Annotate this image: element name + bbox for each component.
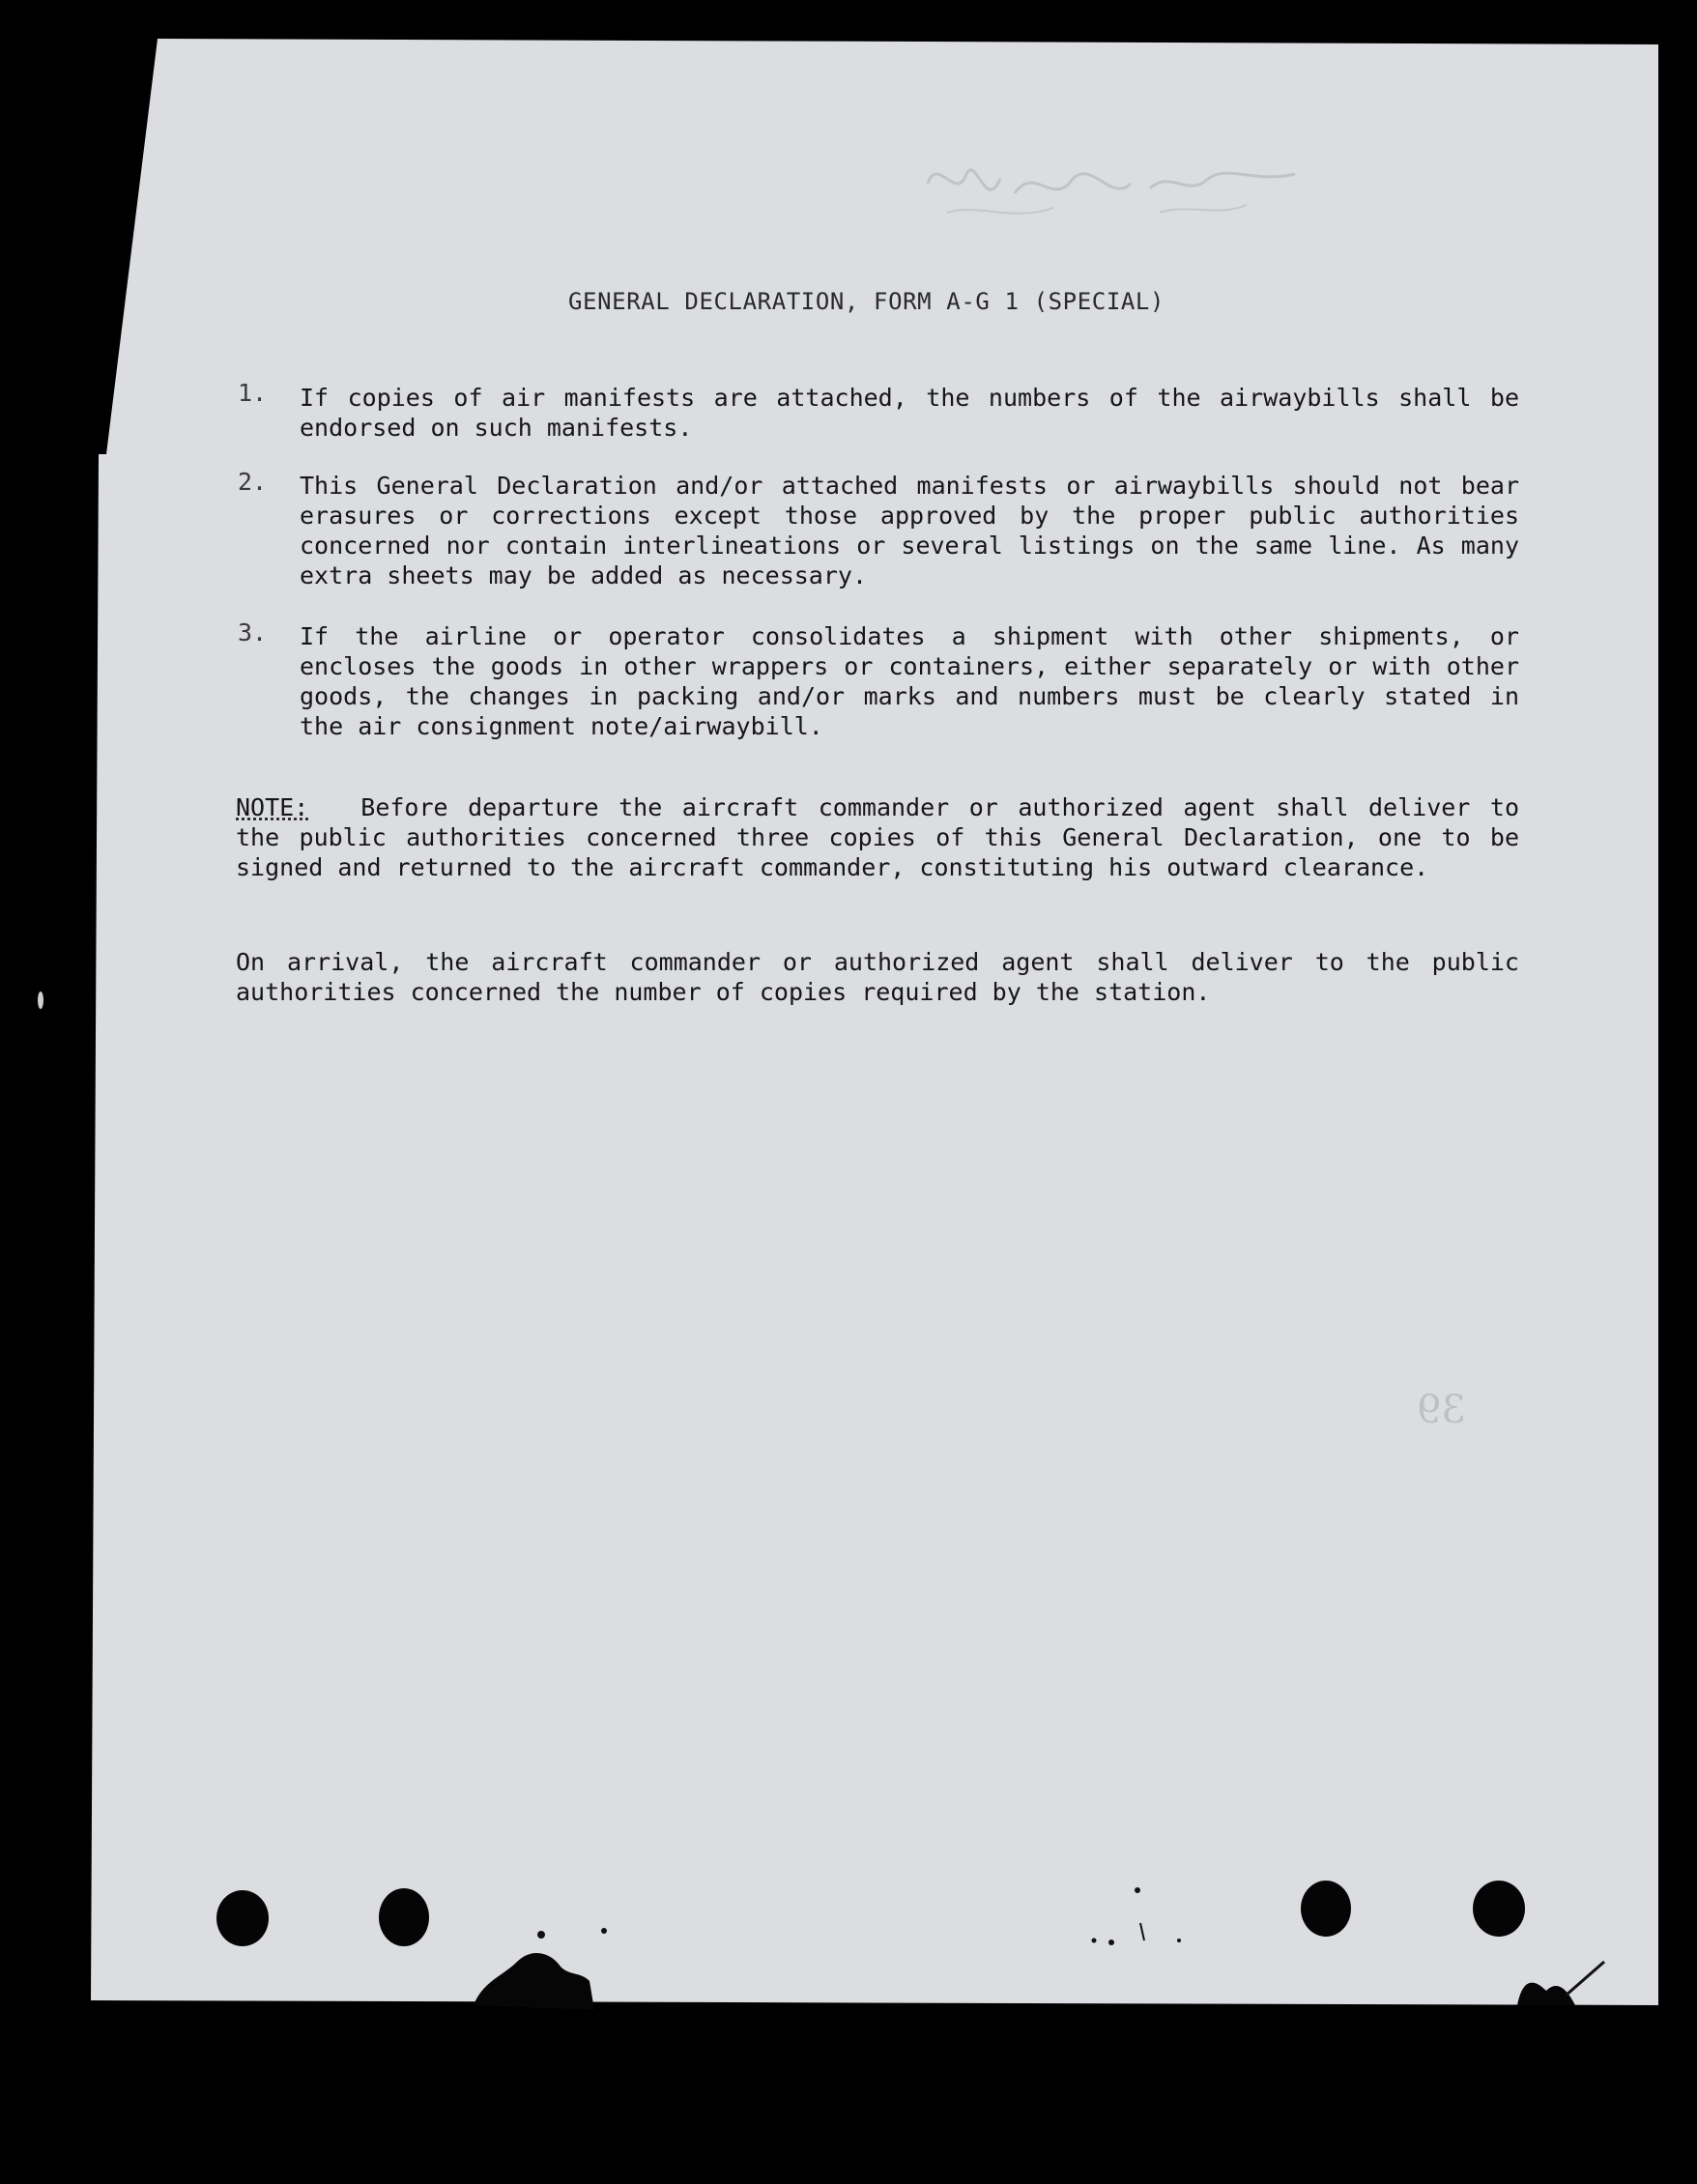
- torn-edge-damage: [464, 1923, 638, 2010]
- item-number: 2.: [238, 468, 268, 496]
- item-text: If copies of air manifests are attached, the numbers of the airwaybills shall be endorsed on such manifests.: [300, 384, 1519, 442]
- punch-hole: [1301, 1881, 1351, 1937]
- item-number: 3.: [238, 618, 268, 647]
- punch-hole: [1473, 1881, 1525, 1937]
- edge-speck: [35, 990, 46, 1011]
- arrival-paragraph: On arrival, the aircraft commander or authorized agent shall deliver to the public authorities concerned the number of copies required by the station.: [236, 948, 1519, 1006]
- note-text: Before departure the aircraft commander or authorized agent shall deliver to the public authorities concerned three copies of this General Declaration, one to be signed and returned to the aircraft commander, constituting his outward clearance.: [236, 793, 1519, 881]
- item-number: 1.: [238, 379, 268, 407]
- note-label: NOTE:: [236, 793, 309, 821]
- punch-hole: [379, 1888, 429, 1946]
- note-paragraph: [236, 792, 1519, 882]
- item-text: This General Declaration and/or attached manifests or airwaybills should not bear erasures or corrections except those approved by the proper public authorities concerned nor contain interlineations or several listings on the same line. As many extra sheets may be added as necessary.: [300, 472, 1519, 589]
- handwritten-scribble: [908, 145, 1314, 232]
- document-page: [91, 39, 1658, 2005]
- form-title: GENERAL DECLARATION, FORM A-G 1 (SPECIAL): [568, 288, 1165, 315]
- item-text: If the airline or operator consolidates a shipment with other shipments, or encloses the goods in other wrappers or containers, either separately or with other goods, the changes in packing and/or marks and numbers must be clearly stated in the air consignment note/airwaybill.: [300, 622, 1519, 740]
- punch-hole: [216, 1890, 269, 1946]
- torn-edge-damage: [1508, 1942, 1624, 2010]
- ink-specks: [1082, 1884, 1198, 1952]
- bleed-through-number: 39: [1417, 1388, 1466, 1432]
